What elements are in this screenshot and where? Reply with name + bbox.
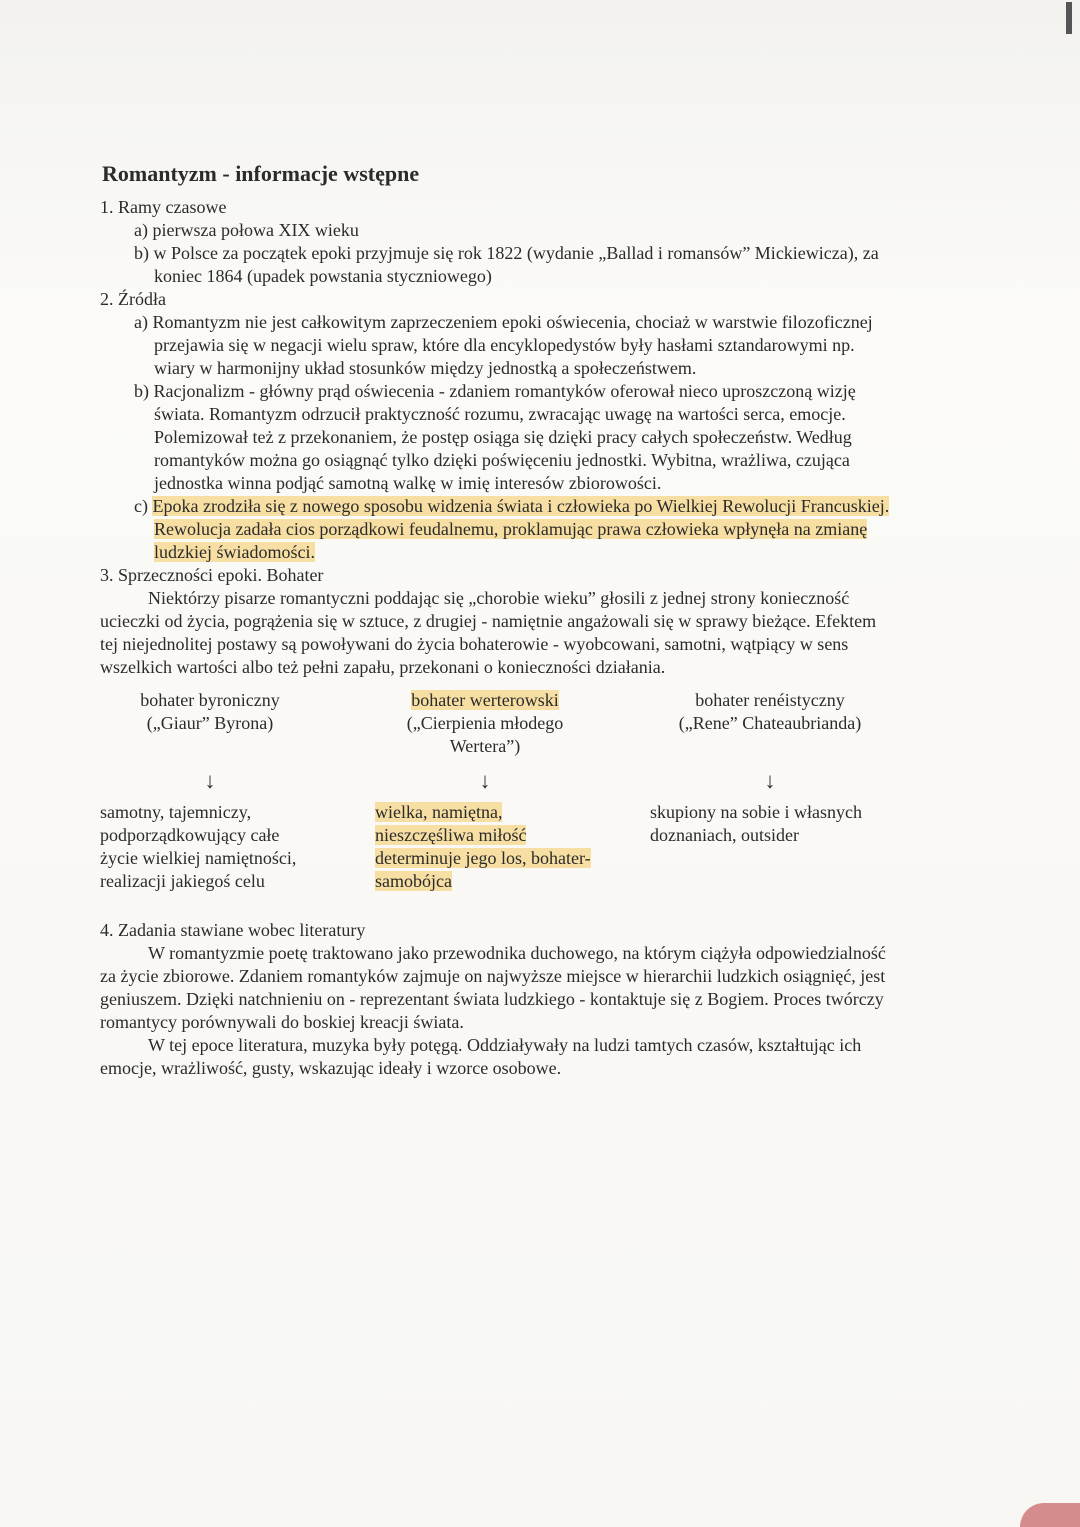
hero-types-diagram — [100, 689, 890, 893]
scan-edge-mark — [1066, 2, 1072, 34]
page-corner-mark — [1020, 1503, 1080, 1527]
section-paragraph: W tej epoce literatura, muzyka były potęgą. Oddziaływały na ludzi tamtych czasów, kształtując ich emocje, wrażliwość, gusty, wskazując ideały i wzorce osobowe. — [100, 1035, 862, 1078]
subpoint-text: a) Romantyzm nie jest całkowitym zaprzeczeniem epoki oświecenia, chociaż w warstwie filozoficznej przejawia się w negacji wielu spraw, które dla encyklopedystów były hasłami sztandarowymi np. wiary w harmonijny układ stosunków między jednostką a społeczeństwem. — [134, 312, 873, 378]
section-heading: 2. Źródła — [100, 289, 166, 309]
document-content — [100, 160, 890, 1080]
hero-description: wielka, namiętna, nieszczęśliwa miłość determinuje jego los, bohater-samobójca — [375, 802, 591, 891]
hero-work: („Cierpienia młodego Wertera”) — [406, 713, 564, 756]
hero-description: skupiony na sobie i własnych doznaniach, outsider — [650, 802, 862, 845]
section-heading: 3. Sprzeczności epoki. Bohater — [100, 565, 324, 585]
document-title: Romantyzm - informacje wstępne — [102, 161, 420, 186]
section-ramy-czasowe — [100, 196, 890, 288]
section-heading: 1. Ramy czasowe — [100, 197, 227, 217]
hero-work: („Giaur” Byrona) — [146, 713, 274, 733]
subpoint-a — [134, 219, 890, 242]
down-arrow-icon: ↓ — [764, 768, 776, 793]
hero-description: samotny, tajemniczy, podporządkowujący całe życie wielkiej namiętności, realizacji jakiegoś celu — [100, 802, 297, 891]
hero-name: bohater renéistyczny — [695, 690, 845, 710]
subpoint-a — [134, 311, 890, 380]
highlighted-text: Epoka zrodziła się z nowego sposobu widzenia świata i człowieka po Wielkiej Rewolucji Francuskiej. Rewolucja zadała cios porządkowi feudalnemu, proklamując prawa człowieka wpłynęła na zmianę ludzkiej świadomości. — [152, 496, 890, 562]
hero-byronic — [100, 689, 320, 893]
subpoint-text: b) Racjonalizm - główny prąd oświecenia - zdaniem romantyków oferował nieco uproszczoną wizję świata. Romantyzm odrzucił praktyczność rozumu, zwracając uwagę na wartości serca, emocje. Polemizował też z przekonaniem, że postęp osiąga się dzięki pracy całych społeczeństw. Według romantyków można go osiągnąć tylko dzięki poświęceniu jednostki. Wybitna, wrażliwa, czująca jednostka winna podjąć samotną walkę w imię interesów zbiorowości. — [134, 381, 856, 493]
section-paragraph: Niektórzy pisarze romantyczni poddając się „chorobie wieku” głosili z jednej strony konieczność ucieczki od życia, pogrążenia się w sztuce, z drugiej - namiętnie angażowali się w sprawy bieżące. Efektem tej niejednolitej postawy są powoływani do życia bohaterowie - wyobcowani, samotni, wątpiący w sens wszelkich wartości albo też pełni zapału, przekonani o konieczności działania. — [100, 588, 877, 677]
subpoint-text: b) w Polsce za początek epoki przyjmuje się rok 1822 (wydanie „Ballad i romansów” Mickiewicza), za koniec 1864 (upadek powstania styczniowego) — [134, 243, 879, 286]
section-zadania-literatury — [100, 919, 890, 1080]
down-arrow-icon: ↓ — [204, 768, 216, 793]
down-arrow-icon: ↓ — [479, 768, 491, 793]
subpoint-b — [134, 380, 890, 495]
hero-werther — [375, 689, 595, 893]
subpoint-label: c) — [134, 496, 153, 516]
section-zrodla — [100, 288, 890, 564]
hero-name: bohater byroniczny — [140, 690, 280, 710]
section-paragraph: W romantyzmie poetę traktowano jako przewodnika duchowego, na którym ciążyła odpowiedzialność za życie zbiorowe. Zdaniem romantyków zajmuje on najwyższe miejsce w hierarchii ludzkich osiągnięć, jest geniuszem. Dzięki natchnieniu on - reprezentant świata ludzkiego - kontaktuje się z Bogiem. Proces twórczy romantycy porównywali do boskiej kreacji świata. — [100, 943, 886, 1032]
subpoint-c — [134, 495, 890, 564]
section-sprzecznosci — [100, 564, 890, 893]
hero-rene — [650, 689, 890, 893]
hero-work: („Rene” Chateaubrianda) — [678, 713, 862, 733]
subpoint-text: a) pierwsza połowa XIX wieku — [134, 220, 359, 240]
section-heading: 4. Zadania stawiane wobec literatury — [100, 920, 366, 940]
subpoint-b — [134, 242, 890, 288]
hero-name: bohater werterowski — [411, 690, 559, 710]
